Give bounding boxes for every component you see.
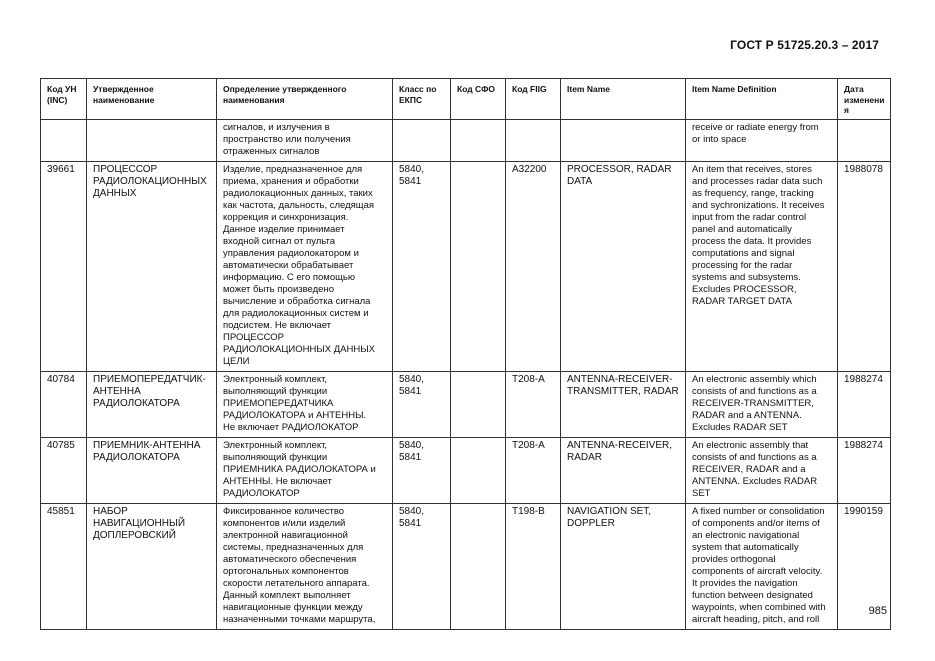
table-row [41, 161, 891, 371]
cell-item-name [561, 119, 686, 161]
cell-change-date [838, 119, 891, 161]
cell-ekps-class [393, 119, 451, 161]
cell-change-date: 1988274 [838, 437, 891, 503]
cell-change-date: 1988274 [838, 371, 891, 437]
column-header-fiig-code: Код FIIG [506, 79, 561, 120]
column-header-change-date: Дата изменения [838, 79, 891, 120]
cell-approved-name [87, 119, 217, 161]
column-header-item-name-definition: Item Name Definition [686, 79, 838, 120]
document-title: ГОСТ Р 51725.20.3 – 2017 [730, 38, 879, 52]
cell-item-name-definition: receive or radiate energy from or into space [686, 119, 838, 161]
cell-approved-name: ПРИЕМНИК-АНТЕННА РАДИОЛОКАТОРА [87, 437, 217, 503]
cell-inc [41, 119, 87, 161]
cell-inc: 45851 [41, 503, 87, 629]
cell-inc: 40784 [41, 371, 87, 437]
cell-item-name: ANTENNA-RECEIVER- TRANSMITTER, RADAR [561, 371, 686, 437]
item-name-table [40, 78, 891, 630]
cell-item-name-definition: An electronic assembly which consists of and functions as a RECEIVER-TRANSMITTER, RADAR and a ANTENNA. Excludes RADAR SET [686, 371, 838, 437]
cell-approved-definition: Электронный комплект, выполняющий функции ПРИЕМНИКА РАДИОЛОКАТОРА и АНТЕННЫ. Не включает РАДИОЛОКАТОР [217, 437, 393, 503]
cell-change-date: 1988078 [838, 161, 891, 371]
cell-fiig-code: T208-A [506, 371, 561, 437]
column-header-sfo-code: Код СФО [451, 79, 506, 120]
cell-item-name: ANTENNA-RECEIVER, RADAR [561, 437, 686, 503]
cell-ekps-class: 5840, 5841 [393, 503, 451, 629]
column-header-approved-definition: Определение утвержденного наименования [217, 79, 393, 120]
table-header-row [41, 79, 891, 120]
cell-approved-name: ПРИЕМОПЕРЕДАТЧИК- АНТЕННА РАДИОЛОКАТОРА [87, 371, 217, 437]
cell-approved-definition: Изделие, предназначенное для приема, хранения и обработки радиолокационных данных, таких как частота, дальность, следящая коррекция и синхронизация. Данное изделие принимает входной сигнал от пульта управления радиолокатором и автоматически обрабатывает информацию. С его помощью может быть произведено вычисление и обработка сигнала для радиолокационных систем и подсистем. Не включает ПРОЦЕССОР РАДИОЛОКАЦИОННЫХ ДАННЫХ ЦЕЛИ [217, 161, 393, 371]
column-header-item-name: Item Name [561, 79, 686, 120]
cell-ekps-class: 5840, 5841 [393, 371, 451, 437]
cell-item-name-definition: An electronic assembly that consists of and functions as a RECEIVER, RADAR and a ANTENNA. Excludes RADAR SET [686, 437, 838, 503]
column-header-ekps-class: Класс по ЕКПС [393, 79, 451, 120]
cell-fiig-code: A32200 [506, 161, 561, 371]
cell-ekps-class: 5840, 5841 [393, 437, 451, 503]
cell-ekps-class: 5840, 5841 [393, 161, 451, 371]
cell-fiig-code: T208-A [506, 437, 561, 503]
cell-approved-definition: Фиксированное количество компонентов и/или изделий электронной навигационной системы, предназначенных для автоматического обеспечения ортогональных компонентов скорости летательного аппарата. Данный комплект выполняет навигационные функции между назначенными точками маршрута, [217, 503, 393, 629]
cell-inc: 40785 [41, 437, 87, 503]
cell-fiig-code: T198-B [506, 503, 561, 629]
cell-sfo-code [451, 119, 506, 161]
cell-sfo-code [451, 503, 506, 629]
cell-inc: 39661 [41, 161, 87, 371]
page-number: 985 [868, 605, 887, 617]
cell-fiig-code [506, 119, 561, 161]
table-row [41, 371, 891, 437]
cell-approved-name: НАБОР НАВИГАЦИОННЫЙ ДОПЛЕРОВСКИЙ [87, 503, 217, 629]
table-row [41, 503, 891, 629]
column-header-approved-name: Утвержденное наименование [87, 79, 217, 120]
cell-item-name: NAVIGATION SET, DOPPLER [561, 503, 686, 629]
cell-sfo-code [451, 161, 506, 371]
cell-change-date: 1990159 [838, 503, 891, 629]
cell-sfo-code [451, 371, 506, 437]
cell-item-name-definition: An item that receives, stores and processes radar data such as frequency, range, tracking and sychronizations. It receives input from the radar control panel and automatically process the data. It provides computations and signal processing for the radar systems and subsystems. Excludes PROCESSOR, RADAR TARGET DATA [686, 161, 838, 371]
table-row [41, 437, 891, 503]
cell-approved-definition: сигналов, и излучения в пространство или получения отраженных сигналов [217, 119, 393, 161]
cell-approved-name: ПРОЦЕССОР РАДИОЛОКАЦИОННЫХ ДАННЫХ [87, 161, 217, 371]
cell-sfo-code [451, 437, 506, 503]
cell-item-name-definition: A fixed number or consolidation of components and/or items of an electronic navigational system that automatically provides orthogonal components of aircraft velocity. It provides the navigation function between designated waypoints, when combined with aircraft heading, pitch, and roll [686, 503, 838, 629]
cell-item-name: PROCESSOR, RADAR DATA [561, 161, 686, 371]
column-header-inc: Код УН (INC) [41, 79, 87, 120]
cell-approved-definition: Электронный комплект, выполняющий функции ПРИЕМОПЕРЕДАТЧИКА РАДИОЛОКАТОРА и АНТЕННЫ. Не включает РАДИОЛОКАТОР [217, 371, 393, 437]
table-row [41, 119, 891, 161]
